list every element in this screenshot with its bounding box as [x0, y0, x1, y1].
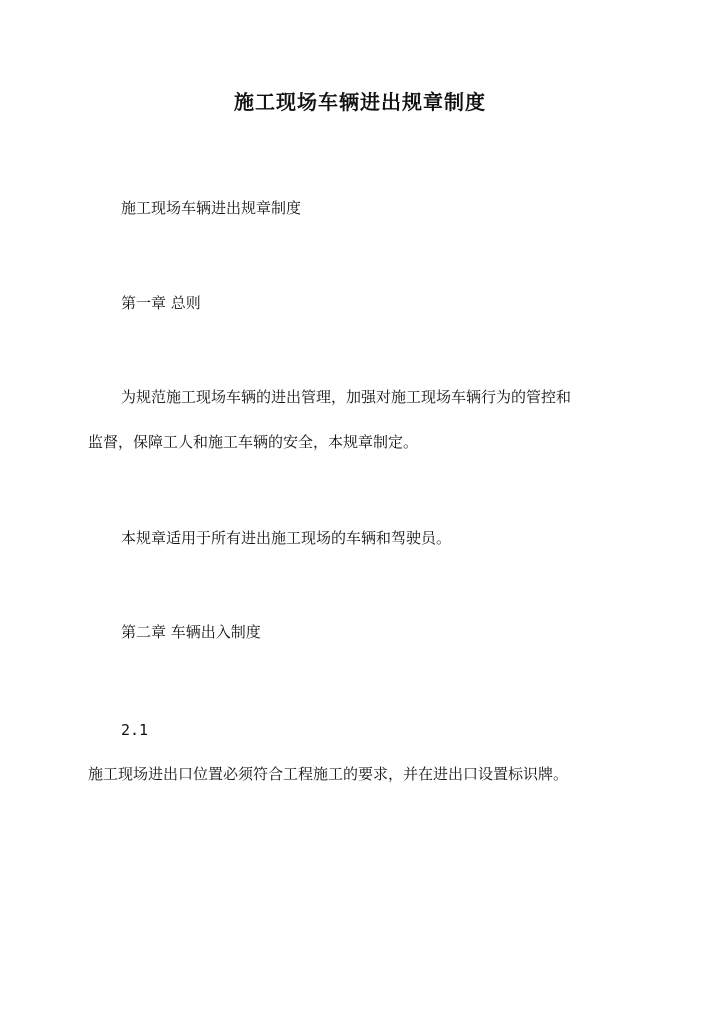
purpose-paragraph-line-1: 为规范施工现场车辆的进出管理，加强对施工现场车辆行为的管控和 — [121, 388, 572, 406]
subtitle-paragraph: 施工现场车辆进出规章制度 — [121, 199, 302, 217]
section-number: 2.1 — [121, 721, 149, 739]
chapter-one-heading: 第一章 总则 — [121, 294, 201, 312]
chapter-two-heading: 第二章 车辆出入制度 — [121, 623, 261, 641]
scope-paragraph: 本规章适用于所有进出施工现场的车辆和驾驶员。 — [121, 529, 452, 547]
section-2-1-paragraph: 施工现场进出口位置必须符合工程施工的要求，并在进出口设置标识牌。 — [88, 765, 569, 783]
document-title: 施工现场车辆进出规章制度 — [234, 90, 486, 114]
purpose-paragraph-line-2: 监督，保障工人和施工车辆的安全，本规章制定。 — [88, 433, 419, 451]
